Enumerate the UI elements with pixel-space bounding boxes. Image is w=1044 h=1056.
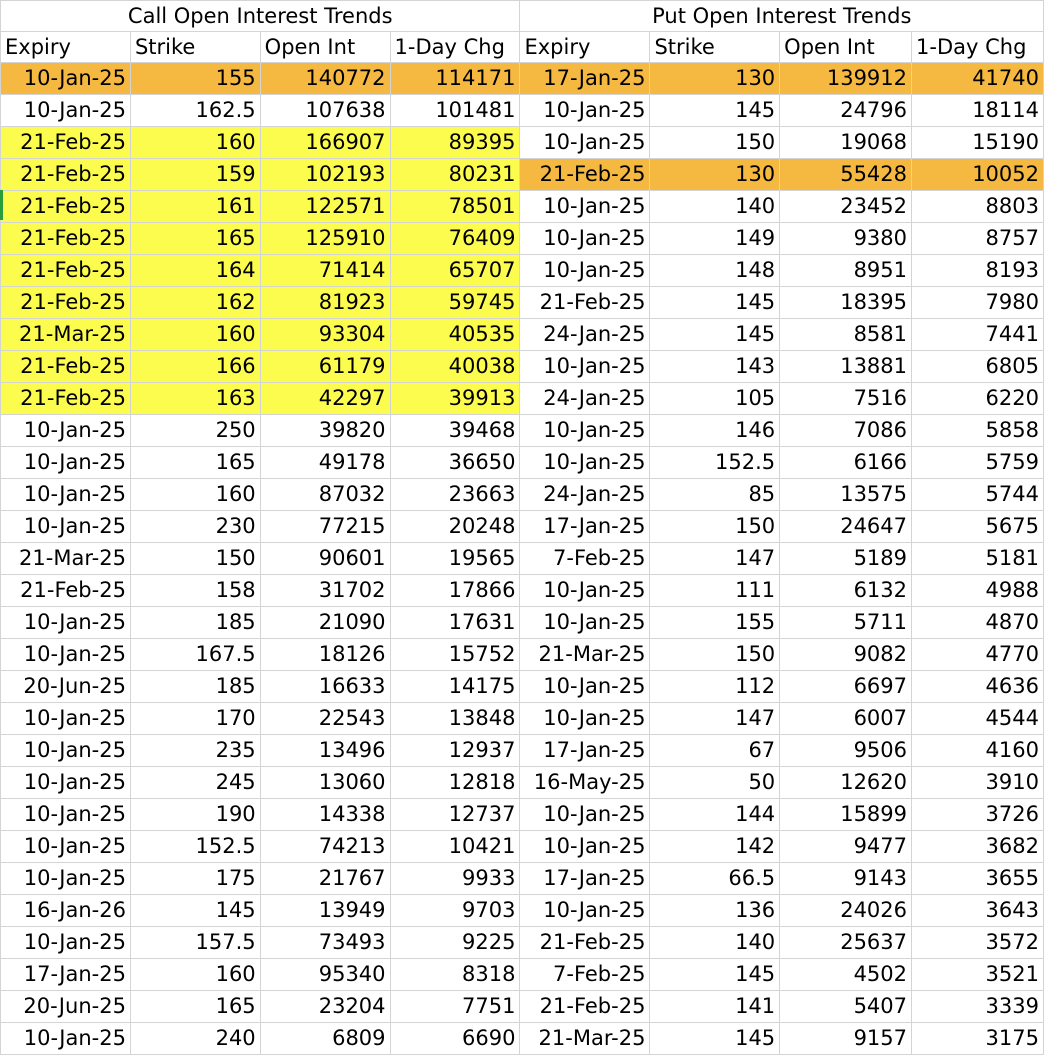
put-strike-cell[interactable]: 145: [650, 959, 780, 991]
put-expiry-cell[interactable]: 10-Jan-25: [520, 799, 650, 831]
put-open-int-cell[interactable]: 6166: [780, 447, 912, 479]
put-open-int-cell[interactable]: 24026: [780, 895, 912, 927]
put-1day-chg-cell[interactable]: 4770: [912, 639, 1044, 671]
call-1day-chg-cell[interactable]: 20248: [390, 511, 520, 543]
call-expiry-cell[interactable]: 10-Jan-25: [1, 799, 131, 831]
call-expiry-cell[interactable]: 10-Jan-25: [1, 95, 131, 127]
table-row: [1, 447, 1044, 479]
put-1day-chg-cell[interactable]: 4160: [912, 735, 1044, 767]
put-1day-chg-cell[interactable]: 5759: [912, 447, 1044, 479]
call-open-int-cell[interactable]: 77215: [260, 511, 390, 543]
put-open-int-cell[interactable]: 9157: [780, 1023, 912, 1055]
call-open-int-header[interactable]: Open Int: [260, 32, 390, 63]
table-row: [1, 607, 1044, 639]
put-1day-chg-cell[interactable]: 5675: [912, 511, 1044, 543]
call-expiry-cell[interactable]: 10-Jan-25: [1, 447, 131, 479]
call-open-int-cell[interactable]: 49178: [260, 447, 390, 479]
call-open-int-cell[interactable]: 102193: [260, 159, 390, 191]
call-expiry-cell[interactable]: 10-Jan-25: [1, 1023, 131, 1055]
table-row: [1, 63, 1044, 95]
call-strike-cell[interactable]: 162.5: [130, 95, 260, 127]
table-row: [1, 511, 1044, 543]
put-expiry-cell[interactable]: 10-Jan-25: [520, 831, 650, 863]
call-strike-cell[interactable]: 161: [130, 191, 260, 223]
put-expiry-cell[interactable]: 21-Mar-25: [520, 1023, 650, 1055]
put-strike-cell[interactable]: 111: [650, 575, 780, 607]
put-1day-chg-cell[interactable]: 8757: [912, 223, 1044, 255]
table-row: [1, 191, 1044, 223]
call-1day-chg-cell[interactable]: 19565: [390, 543, 520, 575]
call-1day-chg-cell[interactable]: 76409: [390, 223, 520, 255]
put-1day-chg-cell[interactable]: 3655: [912, 863, 1044, 895]
put-strike-cell[interactable]: 149: [650, 223, 780, 255]
table-row: [1, 959, 1044, 991]
call-open-int-cell[interactable]: 14338: [260, 799, 390, 831]
put-expiry-cell[interactable]: 10-Jan-25: [520, 351, 650, 383]
put-strike-cell[interactable]: 145: [650, 95, 780, 127]
put-strike-cell[interactable]: 147: [650, 543, 780, 575]
call-1day-chg-cell[interactable]: 9225: [390, 927, 520, 959]
table-row: [1, 415, 1044, 447]
table-row: [1, 735, 1044, 767]
put-1day-chg-cell[interactable]: 4544: [912, 703, 1044, 735]
put-open-int-cell[interactable]: 5407: [780, 991, 912, 1023]
call-strike-cell[interactable]: 160: [130, 127, 260, 159]
call-open-int-cell[interactable]: 125910: [260, 223, 390, 255]
put-expiry-cell[interactable]: 21-Feb-25: [520, 991, 650, 1023]
put-open-int-cell[interactable]: 9082: [780, 639, 912, 671]
put-open-int-header[interactable]: Open Int: [780, 32, 912, 63]
put-open-int-cell[interactable]: 24796: [780, 95, 912, 127]
call-expiry-cell[interactable]: 21-Feb-25: [1, 127, 131, 159]
put-strike-cell[interactable]: 150: [650, 511, 780, 543]
put-open-int-cell[interactable]: 23452: [780, 191, 912, 223]
put-expiry-cell[interactable]: 21-Feb-25: [520, 159, 650, 191]
call-open-int-cell[interactable]: 140772: [260, 63, 390, 95]
put-1day-chg-cell[interactable]: 3339: [912, 991, 1044, 1023]
put-open-int-cell[interactable]: 6697: [780, 671, 912, 703]
call-strike-cell[interactable]: 190: [130, 799, 260, 831]
call-1day-chg-cell[interactable]: 65707: [390, 255, 520, 287]
put-open-int-cell[interactable]: 6007: [780, 703, 912, 735]
table-row: [1, 95, 1044, 127]
put-strike-cell[interactable]: 152.5: [650, 447, 780, 479]
call-1day-chg-cell[interactable]: 7751: [390, 991, 520, 1023]
put-open-int-cell[interactable]: 7086: [780, 415, 912, 447]
put-open-int-cell[interactable]: 18395: [780, 287, 912, 319]
put-open-int-cell[interactable]: 13881: [780, 351, 912, 383]
put-open-int-cell[interactable]: 24647: [780, 511, 912, 543]
put-1day-chg-cell[interactable]: 5744: [912, 479, 1044, 511]
put-1day-chg-cell[interactable]: 8193: [912, 255, 1044, 287]
call-strike-cell[interactable]: 235: [130, 735, 260, 767]
put-strike-cell[interactable]: 145: [650, 319, 780, 351]
put-1day-chg-cell[interactable]: 10052: [912, 159, 1044, 191]
call-expiry-cell[interactable]: 10-Jan-25: [1, 927, 131, 959]
call-strike-header[interactable]: Strike: [130, 32, 260, 63]
call-open-int-cell[interactable]: 71414: [260, 255, 390, 287]
put-expiry-cell[interactable]: 10-Jan-25: [520, 575, 650, 607]
put-open-int-cell[interactable]: 8581: [780, 319, 912, 351]
put-strike-cell[interactable]: 67: [650, 735, 780, 767]
put-1day-chg-cell[interactable]: 6805: [912, 351, 1044, 383]
call-oi-title: Call Open Interest Trends: [1, 1, 520, 32]
table-row: [1, 991, 1044, 1023]
call-expiry-cell[interactable]: 20-Jun-25: [1, 991, 131, 1023]
put-1day-chg-cell[interactable]: 3643: [912, 895, 1044, 927]
call-expiry-cell[interactable]: 10-Jan-25: [1, 767, 131, 799]
call-expiry-cell[interactable]: 10-Jan-25: [1, 735, 131, 767]
put-expiry-cell[interactable]: 10-Jan-25: [520, 255, 650, 287]
put-open-int-cell[interactable]: 9143: [780, 863, 912, 895]
table-row: [1, 639, 1044, 671]
call-1day-chg-cell[interactable]: 80231: [390, 159, 520, 191]
call-expiry-cell[interactable]: 21-Feb-25: [1, 191, 131, 223]
call-expiry-cell[interactable]: 21-Feb-25: [1, 287, 131, 319]
call-strike-cell[interactable]: 170: [130, 703, 260, 735]
table-row: [1, 831, 1044, 863]
call-strike-cell[interactable]: 155: [130, 63, 260, 95]
put-expiry-cell[interactable]: 21-Mar-25: [520, 639, 650, 671]
call-1day-chg-cell[interactable]: 17631: [390, 607, 520, 639]
call-expiry-cell[interactable]: 10-Jan-25: [1, 831, 131, 863]
put-1day-chg-cell[interactable]: 7441: [912, 319, 1044, 351]
put-1day-chg-cell[interactable]: 3682: [912, 831, 1044, 863]
call-1day-chg-cell[interactable]: 89395: [390, 127, 520, 159]
put-1day-chg-cell[interactable]: 4636: [912, 671, 1044, 703]
put-expiry-cell[interactable]: 7-Feb-25: [520, 543, 650, 575]
call-expiry-cell[interactable]: 21-Feb-25: [1, 255, 131, 287]
call-open-int-cell[interactable]: 31702: [260, 575, 390, 607]
table-row: [1, 767, 1044, 799]
call-open-int-cell[interactable]: 81923: [260, 287, 390, 319]
call-1day-chg-header[interactable]: 1-Day Chg: [390, 32, 520, 63]
put-strike-cell[interactable]: 112: [650, 671, 780, 703]
table-row: [1, 127, 1044, 159]
call-strike-cell[interactable]: 158: [130, 575, 260, 607]
put-1day-chg-cell[interactable]: 8803: [912, 191, 1044, 223]
call-expiry-cell[interactable]: 10-Jan-25: [1, 511, 131, 543]
call-1day-chg-cell[interactable]: 9703: [390, 895, 520, 927]
call-open-int-cell[interactable]: 122571: [260, 191, 390, 223]
put-expiry-header[interactable]: Expiry: [520, 32, 650, 63]
put-1day-chg-cell[interactable]: 6220: [912, 383, 1044, 415]
put-1day-chg-cell[interactable]: 3910: [912, 767, 1044, 799]
table-row: [1, 799, 1044, 831]
put-open-int-cell[interactable]: 55428: [780, 159, 912, 191]
call-1day-chg-cell[interactable]: 59745: [390, 287, 520, 319]
put-expiry-cell[interactable]: 24-Jan-25: [520, 479, 650, 511]
call-open-int-cell[interactable]: 90601: [260, 543, 390, 575]
call-open-int-cell[interactable]: 93304: [260, 319, 390, 351]
call-expiry-cell[interactable]: 16-Jan-26: [1, 895, 131, 927]
put-1day-chg-cell[interactable]: 7980: [912, 287, 1044, 319]
put-open-int-cell[interactable]: 139912: [780, 63, 912, 95]
put-1day-chg-cell[interactable]: 3572: [912, 927, 1044, 959]
table-row: [1, 223, 1044, 255]
put-strike-cell[interactable]: 141: [650, 991, 780, 1023]
put-strike-cell[interactable]: 140: [650, 927, 780, 959]
call-strike-cell[interactable]: 230: [130, 511, 260, 543]
table-row: [1, 863, 1044, 895]
call-open-int-cell[interactable]: 39820: [260, 415, 390, 447]
table-row: [1, 351, 1044, 383]
call-1day-chg-cell[interactable]: 12737: [390, 799, 520, 831]
table-row: [1, 895, 1044, 927]
call-1day-chg-cell[interactable]: 101481: [390, 95, 520, 127]
call-open-int-cell[interactable]: 95340: [260, 959, 390, 991]
put-open-int-cell[interactable]: 15899: [780, 799, 912, 831]
call-open-int-cell[interactable]: 42297: [260, 383, 390, 415]
call-strike-cell[interactable]: 162: [130, 287, 260, 319]
call-1day-chg-cell[interactable]: 40038: [390, 351, 520, 383]
call-strike-cell[interactable]: 165: [130, 447, 260, 479]
call-1day-chg-cell[interactable]: 14175: [390, 671, 520, 703]
table-row: [1, 479, 1044, 511]
put-expiry-cell[interactable]: 17-Jan-25: [520, 511, 650, 543]
call-strike-cell[interactable]: 185: [130, 671, 260, 703]
put-open-int-cell[interactable]: 4502: [780, 959, 912, 991]
call-1day-chg-cell[interactable]: 39468: [390, 415, 520, 447]
put-expiry-cell[interactable]: 16-May-25: [520, 767, 650, 799]
call-expiry-cell[interactable]: 10-Jan-25: [1, 479, 131, 511]
put-open-int-cell[interactable]: 6132: [780, 575, 912, 607]
call-1day-chg-cell[interactable]: 17866: [390, 575, 520, 607]
call-expiry-cell[interactable]: 10-Jan-25: [1, 863, 131, 895]
put-open-int-cell[interactable]: 12620: [780, 767, 912, 799]
table-row: [1, 575, 1044, 607]
put-expiry-cell[interactable]: 10-Jan-25: [520, 127, 650, 159]
put-strike-cell[interactable]: 130: [650, 159, 780, 191]
put-strike-cell[interactable]: 136: [650, 895, 780, 927]
put-expiry-cell[interactable]: 10-Jan-25: [520, 223, 650, 255]
call-open-int-cell[interactable]: 107638: [260, 95, 390, 127]
call-strike-cell[interactable]: 164: [130, 255, 260, 287]
call-strike-cell[interactable]: 152.5: [130, 831, 260, 863]
put-strike-cell[interactable]: 147: [650, 703, 780, 735]
put-expiry-cell[interactable]: 10-Jan-25: [520, 895, 650, 927]
call-expiry-cell[interactable]: 10-Jan-25: [1, 703, 131, 735]
call-1day-chg-cell[interactable]: 36650: [390, 447, 520, 479]
put-1day-chg-cell[interactable]: 3175: [912, 1023, 1044, 1055]
call-1day-chg-cell[interactable]: 9933: [390, 863, 520, 895]
call-expiry-cell[interactable]: 10-Jan-25: [1, 639, 131, 671]
put-strike-cell[interactable]: 148: [650, 255, 780, 287]
call-open-int-cell[interactable]: 74213: [260, 831, 390, 863]
put-expiry-cell[interactable]: 24-Jan-25: [520, 319, 650, 351]
call-open-int-cell[interactable]: 73493: [260, 927, 390, 959]
call-strike-cell[interactable]: 160: [130, 319, 260, 351]
put-open-int-cell[interactable]: 13575: [780, 479, 912, 511]
header-row: [1, 32, 1044, 63]
put-strike-cell[interactable]: 143: [650, 351, 780, 383]
put-expiry-cell[interactable]: 17-Jan-25: [520, 63, 650, 95]
title-row: [1, 1, 1044, 32]
call-expiry-cell[interactable]: 10-Jan-25: [1, 607, 131, 639]
call-open-int-cell[interactable]: 23204: [260, 991, 390, 1023]
put-strike-cell[interactable]: 130: [650, 63, 780, 95]
call-expiry-cell[interactable]: 21-Feb-25: [1, 383, 131, 415]
table-row: [1, 543, 1044, 575]
call-strike-cell[interactable]: 165: [130, 991, 260, 1023]
put-open-int-cell[interactable]: 7516: [780, 383, 912, 415]
call-open-int-cell[interactable]: 87032: [260, 479, 390, 511]
call-open-int-cell[interactable]: 13949: [260, 895, 390, 927]
call-1day-chg-cell[interactable]: 12818: [390, 767, 520, 799]
call-expiry-cell[interactable]: 21-Feb-25: [1, 575, 131, 607]
call-strike-cell[interactable]: 160: [130, 959, 260, 991]
call-expiry-cell[interactable]: 10-Jan-25: [1, 63, 131, 95]
call-open-int-cell[interactable]: 6809: [260, 1023, 390, 1055]
call-1day-chg-cell[interactable]: 13848: [390, 703, 520, 735]
put-open-int-cell[interactable]: 5189: [780, 543, 912, 575]
put-expiry-cell[interactable]: 17-Jan-25: [520, 735, 650, 767]
put-expiry-cell[interactable]: 10-Jan-25: [520, 95, 650, 127]
call-1day-chg-cell[interactable]: 114171: [390, 63, 520, 95]
put-expiry-cell[interactable]: 7-Feb-25: [520, 959, 650, 991]
call-expiry-cell[interactable]: 21-Mar-25: [1, 543, 131, 575]
call-1day-chg-cell[interactable]: 10421: [390, 831, 520, 863]
put-expiry-cell[interactable]: 17-Jan-25: [520, 863, 650, 895]
call-expiry-cell[interactable]: 21-Feb-25: [1, 159, 131, 191]
call-strike-cell[interactable]: 159: [130, 159, 260, 191]
call-strike-cell[interactable]: 157.5: [130, 927, 260, 959]
call-1day-chg-cell[interactable]: 8318: [390, 959, 520, 991]
call-1day-chg-cell[interactable]: 39913: [390, 383, 520, 415]
put-expiry-cell[interactable]: 21-Feb-25: [520, 287, 650, 319]
call-1day-chg-cell[interactable]: 12937: [390, 735, 520, 767]
table-row: [1, 703, 1044, 735]
call-strike-cell[interactable]: 163: [130, 383, 260, 415]
put-strike-cell[interactable]: 105: [650, 383, 780, 415]
put-strike-cell[interactable]: 155: [650, 607, 780, 639]
put-expiry-cell[interactable]: 10-Jan-25: [520, 191, 650, 223]
call-open-int-cell[interactable]: 166907: [260, 127, 390, 159]
put-1day-chg-cell[interactable]: 3521: [912, 959, 1044, 991]
call-expiry-cell[interactable]: 20-Jun-25: [1, 671, 131, 703]
call-expiry-cell[interactable]: 17-Jan-25: [1, 959, 131, 991]
put-open-int-cell[interactable]: 5711: [780, 607, 912, 639]
put-expiry-cell[interactable]: 10-Jan-25: [520, 415, 650, 447]
put-strike-cell[interactable]: 140: [650, 191, 780, 223]
call-expiry-header[interactable]: Expiry: [1, 32, 131, 63]
put-1day-chg-cell[interactable]: 5858: [912, 415, 1044, 447]
call-strike-cell[interactable]: 145: [130, 895, 260, 927]
call-1day-chg-cell[interactable]: 40535: [390, 319, 520, 351]
call-open-int-cell[interactable]: 22543: [260, 703, 390, 735]
table-row: [1, 319, 1044, 351]
call-strike-cell[interactable]: 250: [130, 415, 260, 447]
put-strike-cell[interactable]: 150: [650, 127, 780, 159]
put-strike-cell[interactable]: 142: [650, 831, 780, 863]
call-strike-cell[interactable]: 167.5: [130, 639, 260, 671]
table-row: [1, 671, 1044, 703]
call-strike-cell[interactable]: 185: [130, 607, 260, 639]
call-strike-cell[interactable]: 160: [130, 479, 260, 511]
put-open-int-cell[interactable]: 19068: [780, 127, 912, 159]
put-open-int-cell[interactable]: 9380: [780, 223, 912, 255]
call-open-int-cell[interactable]: 21090: [260, 607, 390, 639]
put-1day-chg-cell[interactable]: 15190: [912, 127, 1044, 159]
call-expiry-cell[interactable]: 10-Jan-25: [1, 415, 131, 447]
call-strike-cell[interactable]: 245: [130, 767, 260, 799]
put-oi-title: Put Open Interest Trends: [520, 1, 1044, 32]
table-row: [1, 927, 1044, 959]
table-row: [1, 383, 1044, 415]
call-1day-chg-cell[interactable]: 78501: [390, 191, 520, 223]
put-1day-chg-cell[interactable]: 41740: [912, 63, 1044, 95]
call-strike-cell[interactable]: 165: [130, 223, 260, 255]
put-1day-chg-cell[interactable]: 4870: [912, 607, 1044, 639]
put-expiry-cell[interactable]: 10-Jan-25: [520, 607, 650, 639]
put-open-int-cell[interactable]: 25637: [780, 927, 912, 959]
put-strike-cell[interactable]: 150: [650, 639, 780, 671]
put-strike-cell[interactable]: 50: [650, 767, 780, 799]
put-1day-chg-cell[interactable]: 18114: [912, 95, 1044, 127]
put-1day-chg-cell[interactable]: 4988: [912, 575, 1044, 607]
put-strike-cell[interactable]: 145: [650, 287, 780, 319]
put-expiry-cell[interactable]: 21-Feb-25: [520, 927, 650, 959]
table-row: [1, 287, 1044, 319]
put-strike-header[interactable]: Strike: [650, 32, 780, 63]
call-strike-cell[interactable]: 175: [130, 863, 260, 895]
put-strike-cell[interactable]: 146: [650, 415, 780, 447]
put-expiry-cell[interactable]: 10-Jan-25: [520, 671, 650, 703]
call-open-int-cell[interactable]: 13496: [260, 735, 390, 767]
call-strike-cell[interactable]: 166: [130, 351, 260, 383]
call-open-int-cell[interactable]: 13060: [260, 767, 390, 799]
put-strike-cell[interactable]: 145: [650, 1023, 780, 1055]
call-expiry-cell[interactable]: 21-Mar-25: [1, 319, 131, 351]
call-1day-chg-cell[interactable]: 15752: [390, 639, 520, 671]
call-open-int-cell[interactable]: 16633: [260, 671, 390, 703]
put-open-int-cell[interactable]: 9506: [780, 735, 912, 767]
put-1day-chg-cell[interactable]: 5181: [912, 543, 1044, 575]
put-open-int-cell[interactable]: 8951: [780, 255, 912, 287]
put-expiry-cell[interactable]: 10-Jan-25: [520, 447, 650, 479]
call-expiry-cell[interactable]: 21-Feb-25: [1, 351, 131, 383]
put-strike-cell[interactable]: 144: [650, 799, 780, 831]
put-expiry-cell[interactable]: 10-Jan-25: [520, 703, 650, 735]
put-1day-chg-header[interactable]: 1-Day Chg: [912, 32, 1044, 63]
call-open-int-cell[interactable]: 61179: [260, 351, 390, 383]
call-expiry-cell[interactable]: 21-Feb-25: [1, 223, 131, 255]
table-row: [1, 1023, 1044, 1055]
put-expiry-cell[interactable]: 24-Jan-25: [520, 383, 650, 415]
table-row: [1, 159, 1044, 191]
table-row: [1, 255, 1044, 287]
call-strike-cell[interactable]: 150: [130, 543, 260, 575]
call-1day-chg-cell[interactable]: 23663: [390, 479, 520, 511]
put-strike-cell[interactable]: 85: [650, 479, 780, 511]
put-open-int-cell[interactable]: 9477: [780, 831, 912, 863]
selection-edge-marker: [0, 190, 3, 220]
put-1day-chg-cell[interactable]: 3726: [912, 799, 1044, 831]
call-1day-chg-cell[interactable]: 6690: [390, 1023, 520, 1055]
call-open-int-cell[interactable]: 18126: [260, 639, 390, 671]
call-open-int-cell[interactable]: 21767: [260, 863, 390, 895]
call-strike-cell[interactable]: 240: [130, 1023, 260, 1055]
put-strike-cell[interactable]: 66.5: [650, 863, 780, 895]
